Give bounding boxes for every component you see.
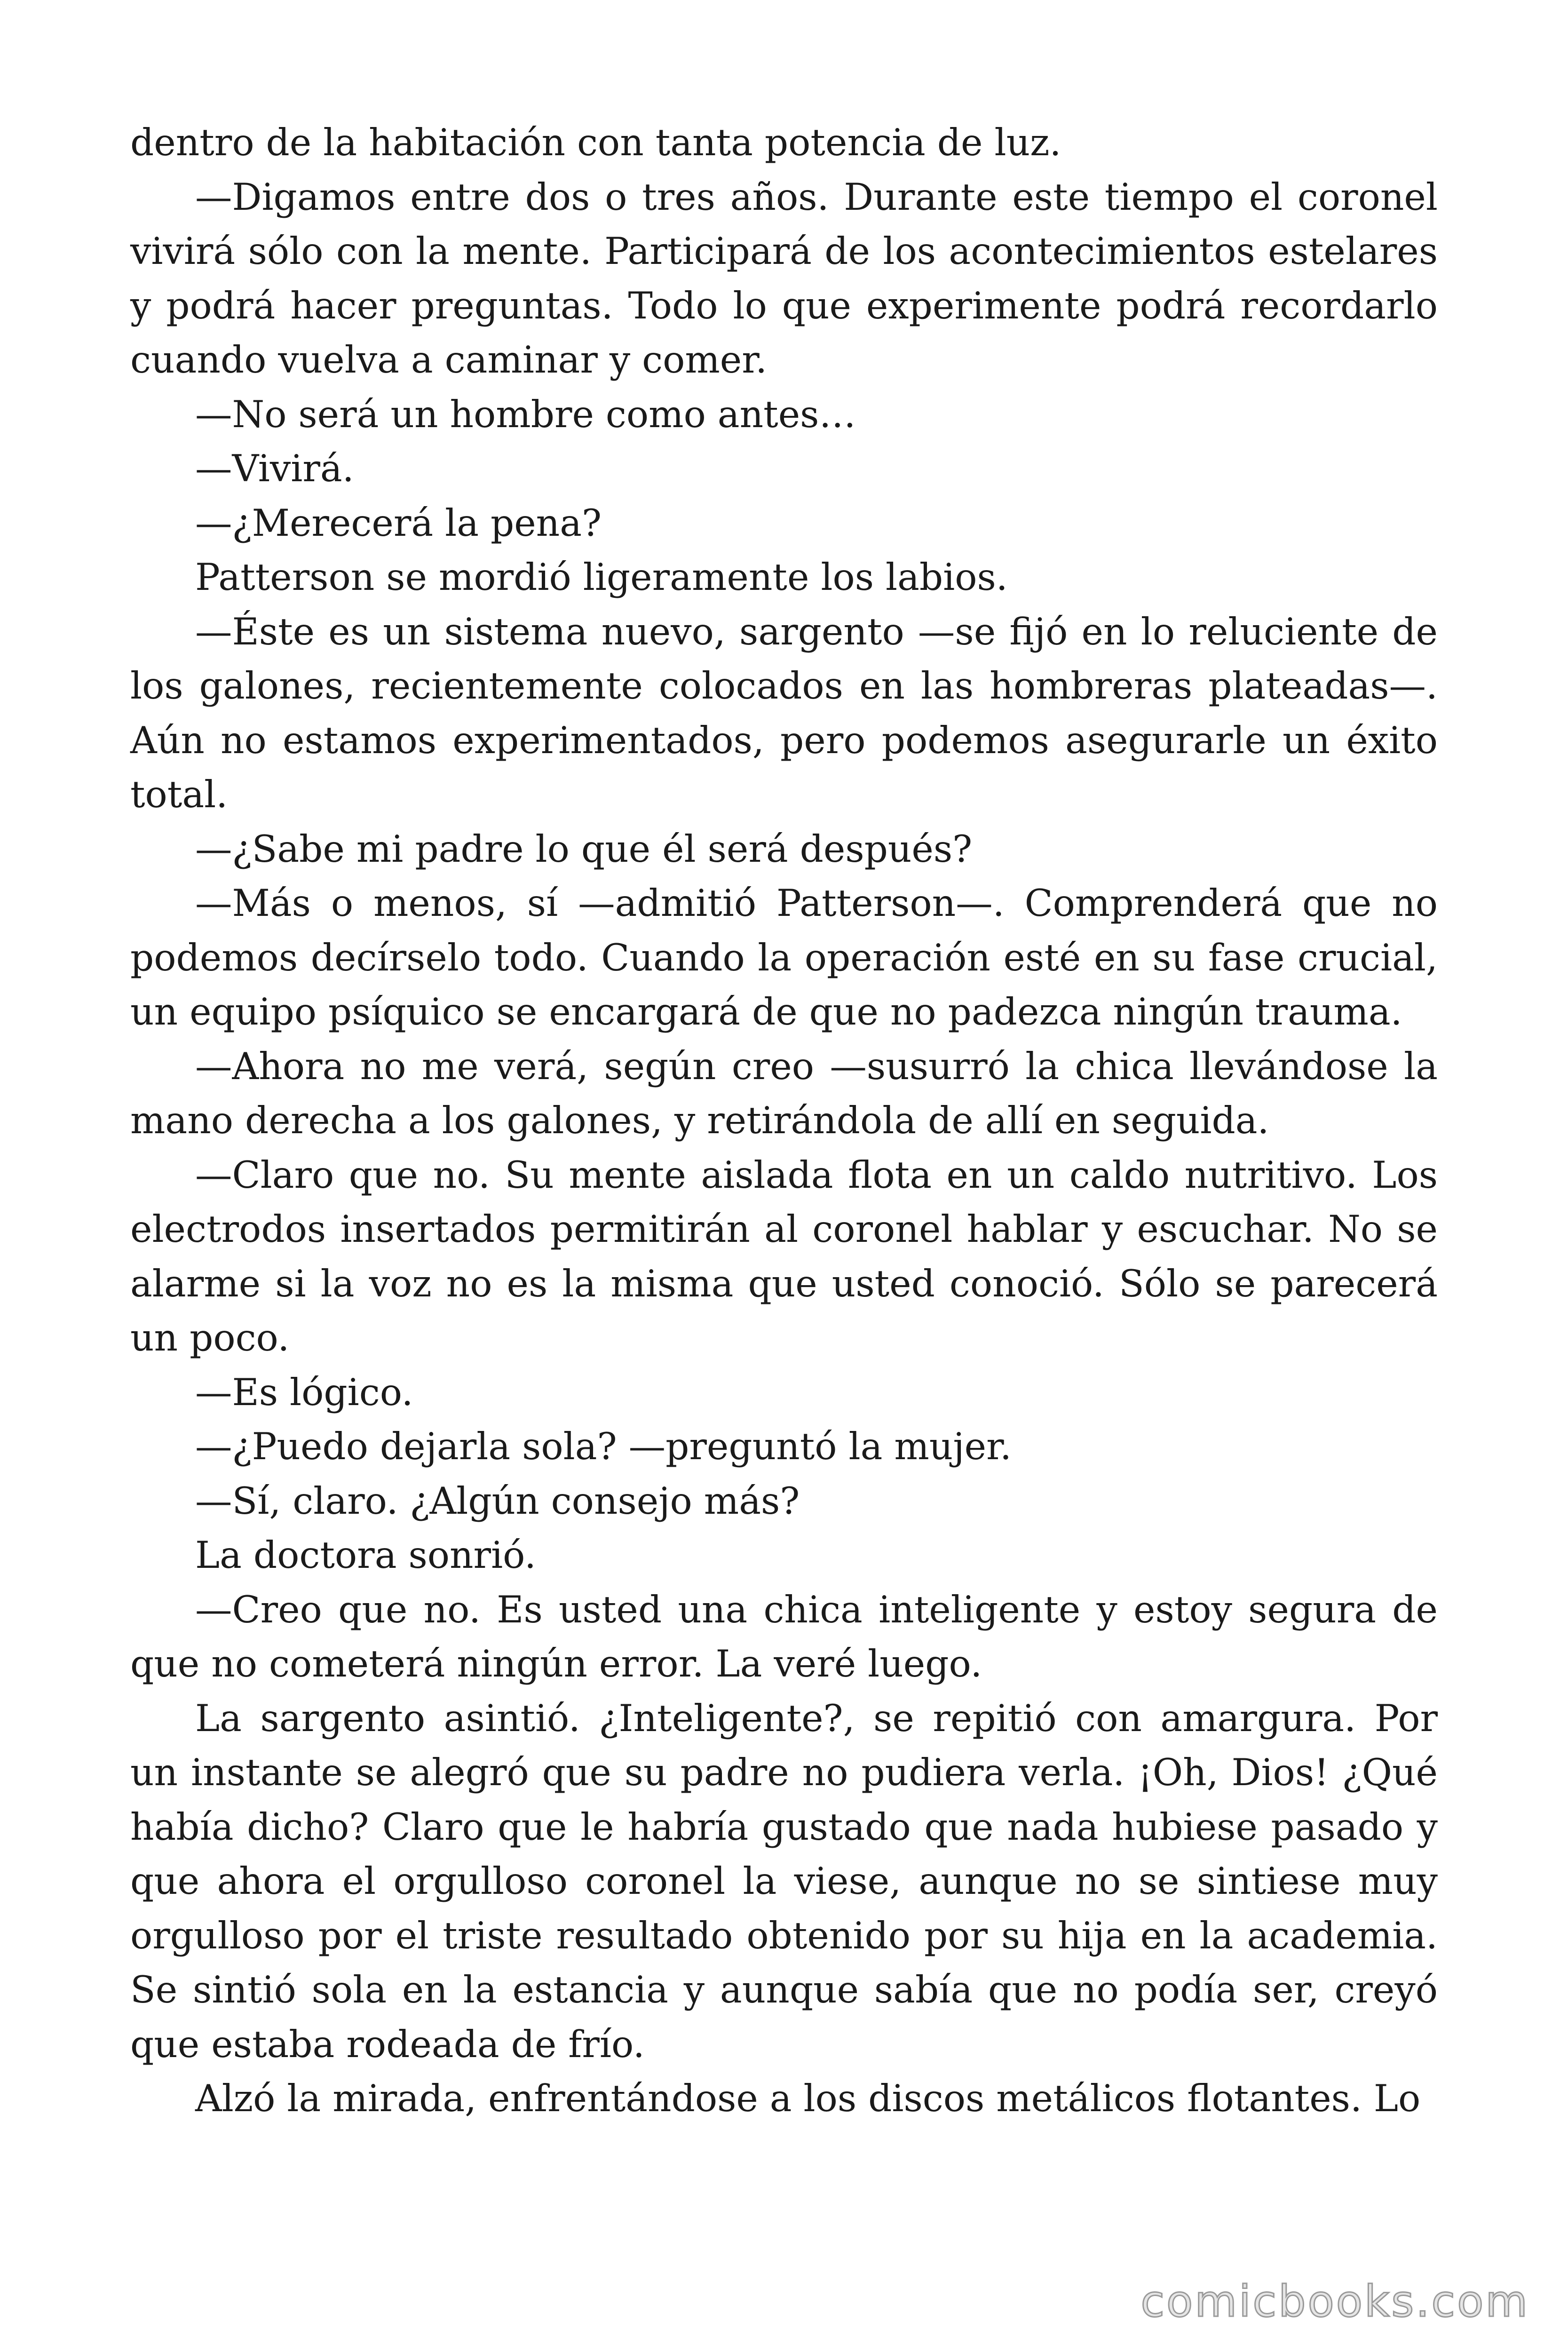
paragraph: —Vivirá. <box>195 447 354 490</box>
paragraph: Patterson se mordió ligeramente los labios. <box>195 556 1008 599</box>
paragraph: —No será un hombre como antes… <box>195 392 856 436</box>
paragraph: —Más o menos, sí —admitió Patterson—. Comprenderá que no podemos decírselo todo. Cuando la operación esté en su fase crucial, un equipo psíquico se encargará de que no padezca ningún trauma. <box>130 882 1438 1033</box>
paragraph: —¿Puedo dejarla sola? —preguntó la mujer. <box>195 1425 1012 1468</box>
paragraph: Alzó la mirada, enfrentándose a los discos metálicos flotantes. Lo <box>195 2077 1421 2120</box>
paragraph: La sargento asintió. ¿Inteligente?, se repitió con amargura. Por un instante se alegró que su padre no pudiera verla. ¡Oh, Dios! ¿Qué había dicho? Claro que le habría gustado que nada hubiese pasado y que ahora el orgulloso coronel la viese, aunque no se sintiese muy orgulloso por el triste resultado obtenido por su hija en la academia. Se sintió sola en la estancia y aunque sabía que no podía ser, creyó que estaba rodeada de frío. <box>130 1696 1438 2066</box>
paragraph: —Sí, claro. ¿Algún consejo más? <box>195 1479 800 1523</box>
paragraph: —Ahora no me verá, según creo —susurró la chica llevándose la mano derecha a los galones, y retirándola de allí en seguida. <box>130 1044 1438 1142</box>
paragraph: —Digamos entre dos o tres años. Durante este tiempo el coronel vivirá sólo con la mente. Participará de los acontecimientos estelares y podrá hacer preguntas. Todo lo que experimente podrá recordarlo cuando vuelva a caminar y comer. <box>130 175 1438 381</box>
watermark-logo: comicbooks.com <box>1140 2276 1529 2327</box>
page-body <box>130 116 1438 2126</box>
paragraph: —Éste es un sistema nuevo, sargento —se fijó en lo reluciente de los galones, recientemente colocados en las hombreras plateadas—. Aún no estamos experimentados, pero podemos asegurarle un éxito total. <box>130 610 1438 816</box>
paragraph-continuation: dentro de la habitación con tanta potencia de luz. <box>130 121 1061 164</box>
paragraph: La doctora sonrió. <box>195 1534 537 1577</box>
paragraph: —¿Sabe mi padre lo que él será después? <box>195 827 973 871</box>
paragraph: —Es lógico. <box>195 1370 413 1414</box>
paragraph: —¿Merecerá la pena? <box>195 501 602 545</box>
paragraph: —Claro que no. Su mente aislada flota en un caldo nutritivo. Los electrodos insertados permitirán al coronel hablar y escuchar. No se alarme si la voz no es la misma que usted conoció. Sólo se parecerá un poco. <box>130 1153 1438 1359</box>
paragraph: —Creo que no. Es usted una chica inteligente y estoy segura de que no cometerá ningún error. La veré luego. <box>130 1588 1438 1685</box>
